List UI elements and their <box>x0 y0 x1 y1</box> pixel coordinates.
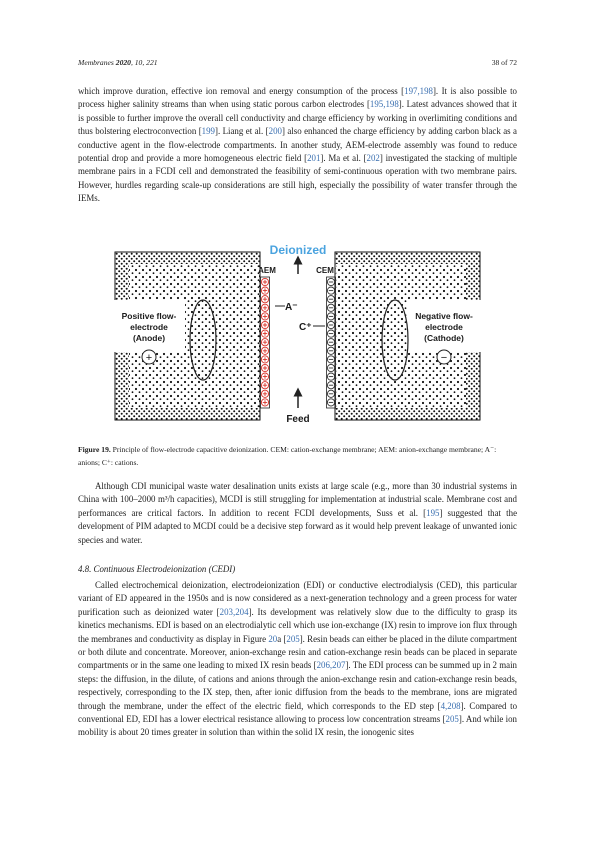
text: ]. Liang et al. [ <box>214 126 269 137</box>
text: a [ <box>277 633 287 644</box>
paragraph-2 <box>78 480 517 547</box>
text: ]. The EDI process can be summed up in 2 main steps: the diffusion, in the dilute, of cations and anions through the anion-exchange resin and cation-exchange resin beads, respectively, corresponding to the IX step, then, after ionic diffusion from the beads to the membrane, ions are migrated through the membrane, under the effect of the electric field, which corresponds to the ED step [ <box>78 660 517 711</box>
text: ]. Resin beads can either be placed in the dilute compartment or both dilute and concentrate. Moreover, anion-exchange resin and cation-exchange resin beads can be placed in separate compartments or in the same one leading to mixed IX resin beads [ <box>78 633 517 671</box>
citation-link[interactable]: 205 <box>445 714 459 725</box>
anode-label-line2: electrode <box>130 322 168 332</box>
citation-link[interactable]: 206,207 <box>316 660 346 671</box>
citation-link[interactable]: 195,198 <box>369 99 399 110</box>
text: ]. Ma et al. [ <box>320 153 367 164</box>
citation-link[interactable]: 200 <box>268 126 282 137</box>
citation-link[interactable]: 205 <box>286 633 300 644</box>
figure-caption-text: Principle of flow-electrode capacitive deionization. CEM: cation-exchange membrane; AEM: anion-exchange membrane; A⁻: anions; C⁺: cations. <box>78 445 497 467</box>
journal-name: Membranes <box>78 58 114 67</box>
figure-caption <box>78 444 517 469</box>
text: ] investigated the stacking of multiple membrane pairs in a FCDI cell and demonstrated the feasibility of semi-continuous operation with two membrane pairs. However, hurdles regarding scale-up considerations are still high, especially the possibility of water transfer through the IEMs. <box>78 153 517 204</box>
text: ]. Compared to conventional ED, EDI has a lower electrical resistance allowing to process low concentration streams [ <box>78 700 518 725</box>
anion-label: A⁻ <box>285 302 298 313</box>
cem-label: CEM <box>316 266 334 275</box>
text: Although CDI municipal waste water desalination units exists at large scale (e.g., more than 30 industrial systems in China with 100–2000 m³/h capacities), MCDI is still struggling for implementation at industrial scale. Membrane cost and performances are critical factors. In addition to recent FCDI developments, Suss et al. [ <box>78 481 517 518</box>
figure-link[interactable]: 20 <box>268 633 278 644</box>
section-heading: 4.8. Continuous Electrodeionization (CEDI) <box>78 564 236 574</box>
text: ]. And while ion mobility is about 20 times greater in solution than within the solid IX resin, the ionogenic sites <box>78 714 517 738</box>
fcdi-figure <box>113 240 483 430</box>
plus-sign: + <box>145 352 153 364</box>
citation-link[interactable]: 195 <box>426 507 440 518</box>
citation-link[interactable]: 4,208 <box>440 700 461 711</box>
journal-year: 2020 <box>115 58 131 67</box>
text: which improve duration, effective ion removal and energy consumption of the process [ <box>78 86 405 96</box>
text: ]. Its development was relatively slow due to the difficulty to grasp its kinetics mechanisms. EDI is based on an electrodialytic cell which use ion-exchange (IX) resin to improve ion flux through the membranes and conductivity as display in Figure <box>78 606 518 644</box>
text: ] also enhanced the charge efficiency by adding carbon black as a conductive agent in the flow-electrode compartments. In another study, AEM-electrode assembly was found to reduce potential drop and provide a more homogeneous electric field [ <box>78 126 517 164</box>
cem-membrane <box>327 277 336 408</box>
cation-label: C⁺ <box>299 322 312 333</box>
anode-label-line1: Positive flow- <box>121 311 177 321</box>
citation-link[interactable]: 199 <box>201 126 215 137</box>
cathode-label-line1: Negative flow- <box>415 311 473 321</box>
paragraph-1 <box>78 85 517 206</box>
running-header-citation: Membranes 2020, 10, 221 <box>78 58 158 67</box>
minus-sign: − <box>440 352 448 364</box>
cathode-label-line2: electrode <box>425 322 463 332</box>
citation-link[interactable]: 202 <box>366 153 380 164</box>
figure-caption-label: Figure 19. <box>78 445 111 454</box>
anode-label-line3: (Anode) <box>132 333 166 343</box>
page-number: 38 of 72 <box>491 58 517 67</box>
journal-volume: 10 <box>134 58 143 67</box>
paragraph-3 <box>78 579 517 740</box>
aem-membrane <box>261 277 270 408</box>
dilute-channel <box>279 268 317 408</box>
feed-label: Feed <box>286 414 310 425</box>
article-number: 221 <box>146 58 158 67</box>
deionized-label: Deionized <box>269 243 327 257</box>
cathode-label-line3: (Cathode) <box>424 333 464 343</box>
citation-link[interactable]: 203,204 <box>219 606 249 617</box>
citation-link[interactable]: 201 <box>307 153 321 164</box>
aem-label: AEM <box>258 266 276 275</box>
text: ]. It is also possible to process higher salinity streams than when using static porous carbon electrodes [ <box>78 86 517 110</box>
citation-link[interactable]: 197,198 <box>404 86 433 96</box>
text: Called electrochemical deionization, electrodeionization (EDI) or conductive electrodialysis (CED), this particular variant of ED appeared in the 1950s and is now considered as a next-generation technology and a green process for water purification such as deionized water [ <box>78 580 517 617</box>
text: ]. Latest advances showed that it is possible to further improve the overall cell conductivity and charge efficiency by working in overlimiting conditions and thus bolstering electroconvection [ <box>78 99 517 137</box>
text: ] suggested that the development of PIM adapted to MCDI could be a decisive step forward as it would help prevent leakage of unwanted ionic species and water. <box>78 507 518 545</box>
